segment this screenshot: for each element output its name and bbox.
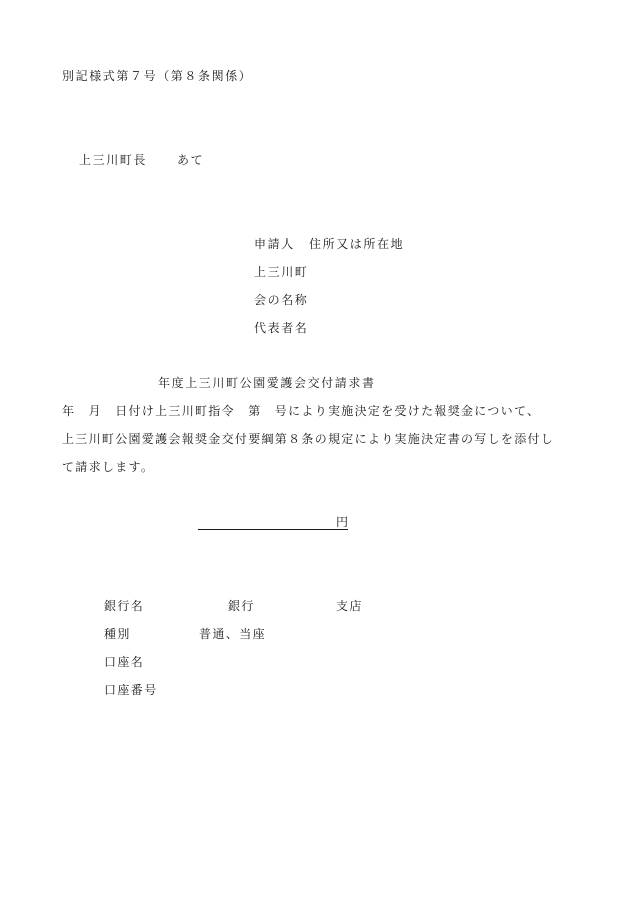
applicant-label: 申請人 [254,237,295,251]
addressee [79,152,204,168]
applicant-town: 上三川町 [254,265,309,279]
account-number-label: 口座番号 [104,683,158,697]
bank-suffix: 銀行 [228,599,255,613]
amount-field [198,512,348,530]
body-line: 上三川町公園愛護会報奨金交付要綱第８条の規定により実施決定書の写しを添付し [62,432,555,446]
body-line: 年 月 日付け上三川町指令 第 号により実施決定を受けた報奨金について、 [62,404,541,418]
branch-suffix: 支店 [336,599,363,613]
account-type-value: 普通、当座 [199,627,267,641]
amount-unit: 円 [335,515,348,529]
account-name-label: 口座名 [104,655,145,669]
body-line: て請求します。 [62,460,155,474]
applicant-address-label: 住所又は所在地 [309,237,405,251]
addressee-name: 上三川町長 [79,153,148,167]
form-number: 別記様式第７号（第８条関係） [62,69,253,83]
representative-label: 代表者名 [254,321,309,335]
account-type-label: 種別 [104,627,131,641]
bank-name-label: 銀行名 [104,599,145,613]
org-name-label: 会の名称 [254,293,309,307]
document-title: 年度上三川町公園愛護会交付請求書 [158,376,376,390]
addressee-suffix: あて [177,153,205,167]
